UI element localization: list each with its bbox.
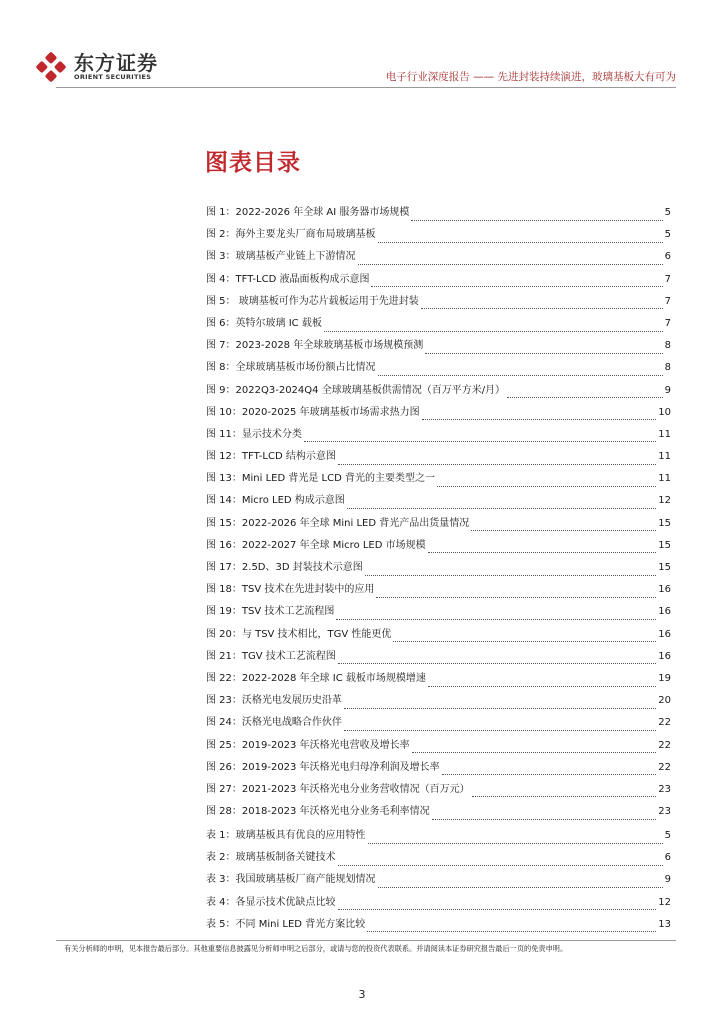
dot-leader	[376, 589, 656, 598]
figure-entry-page: 23	[658, 783, 671, 795]
dot-leader	[338, 655, 656, 664]
dot-leader	[432, 811, 657, 820]
figure-entry[interactable]	[206, 314, 671, 336]
figure-entry[interactable]	[206, 691, 671, 713]
dot-leader	[344, 722, 656, 731]
dot-leader	[336, 611, 656, 620]
dot-leader	[324, 323, 663, 332]
dot-leader	[338, 857, 663, 866]
figure-entry-page: 11	[658, 451, 671, 463]
figure-entry-page: 5	[664, 207, 671, 218]
dot-leader	[367, 923, 656, 932]
dot-leader	[507, 389, 663, 398]
figure-entry-label: 图 2：海外主要龙头厂商布局玻璃基板	[206, 229, 376, 241]
dot-leader	[442, 766, 657, 775]
logo-text	[74, 50, 158, 82]
figure-entry[interactable]	[206, 225, 671, 247]
dot-leader	[368, 835, 663, 844]
figure-entry-label: 图 23：沃格光电发展历史沿革	[206, 695, 342, 707]
figure-entry-label: 图 6：英特尔玻璃 IC 载板	[206, 317, 322, 329]
page-header	[0, 0, 724, 92]
figure-entry-label: 图 19：TSV 技术工艺流程图	[206, 606, 335, 618]
figure-toc-list	[206, 203, 671, 824]
figure-entry-label: 图 24：沃格光电战略合作伙伴	[206, 717, 342, 729]
figure-entry-page: 22	[658, 739, 671, 751]
figure-entry-label: 图 10：2020-2025 年玻璃基板市场需求热力图	[206, 406, 420, 418]
figure-entry-label: 图 21：TGV 技术工艺流程图	[206, 650, 336, 662]
figure-entry[interactable]	[206, 580, 671, 602]
dot-leader	[411, 212, 662, 221]
figure-entry-page: 7	[664, 295, 671, 307]
figure-entry[interactable]	[206, 558, 671, 580]
figure-entry-page: 20	[658, 695, 671, 707]
table-entry[interactable]	[206, 915, 671, 937]
figure-entry[interactable]	[206, 514, 671, 536]
figure-entry-page: 11	[658, 473, 671, 485]
figure-entry[interactable]	[206, 758, 671, 780]
table-entry-page: 12	[658, 896, 671, 908]
figure-entry-label: 图 11：显示技术分类	[206, 428, 302, 440]
figure-entry[interactable]	[206, 669, 671, 691]
figure-entry[interactable]	[206, 403, 671, 425]
figure-entry-page: 10	[658, 406, 671, 418]
dot-leader	[338, 456, 656, 465]
figure-entry-page: 19	[658, 672, 671, 684]
dot-leader	[421, 300, 663, 309]
figure-entry[interactable]	[206, 358, 671, 380]
figure-entry[interactable]	[206, 270, 671, 292]
table-entry-label: 表 4：各显示技术优缺点比较	[206, 896, 336, 908]
figure-entry-label: 图 9：2022Q3-2024Q4 全球玻璃基板供需情况（百万平方米/月）	[206, 384, 506, 396]
dot-leader	[344, 700, 656, 709]
figure-entry-label: 图 8：全球玻璃基板市场份额占比情况	[206, 362, 376, 374]
toc-heading: 图表目录	[205, 150, 301, 176]
dot-leader	[422, 411, 657, 420]
figure-entry-label: 图 26：2019-2023 年沃格光电归母净利润及增长率	[206, 761, 440, 773]
dot-leader	[393, 633, 656, 642]
figure-entry-page: 5	[664, 229, 671, 241]
figure-entry-label: 图 4：TFT-LCD 液晶面板构成示意图	[206, 273, 370, 285]
figure-entry-page: 16	[658, 628, 671, 640]
table-entry-label: 表 2：玻璃基板制备关键技术	[206, 852, 336, 864]
figure-entry-page: 11	[658, 428, 671, 440]
figure-entry[interactable]	[206, 425, 671, 447]
dot-leader	[425, 345, 662, 354]
figure-entry-label: 图 20：与 TSV 技术相比，TGV 性能更优	[206, 628, 392, 640]
dot-leader	[365, 567, 657, 576]
figure-entry[interactable]	[206, 381, 671, 403]
dot-leader	[428, 544, 657, 553]
figure-entry-page: 16	[658, 584, 671, 596]
figure-entry-label: 图 13：Mini LED 背光是 LCD 背光的主要类型之一	[206, 473, 435, 485]
figure-entry[interactable]	[206, 602, 671, 624]
figure-entry-page: 8	[664, 362, 671, 374]
footer-disclaimer: 有关分析师的申明，见本报告最后部分。其他重要信息披露见分析师申明之后部分，或请与您的投资代表联系。并请阅读本证券研究报告最后一页的免责申明。	[64, 944, 568, 953]
table-entry[interactable]	[206, 893, 671, 915]
figure-entry[interactable]	[206, 802, 671, 824]
page-number: 3	[358, 988, 366, 1001]
footer-divider	[56, 940, 676, 941]
figure-entry-label: 图 25：2019-2023 年沃格光电营收及增长率	[206, 739, 410, 751]
figure-entry-label: 图 17：2.5D、3D 封装技术示意图	[206, 562, 363, 573]
table-entry[interactable]	[206, 826, 671, 848]
table-entry-page: 13	[658, 918, 671, 930]
figure-entry[interactable]	[206, 203, 671, 225]
figure-entry-page: 7	[664, 317, 671, 329]
figure-entry-page: 6	[664, 251, 671, 263]
figure-entry-label: 图 28：2018-2023 年沃格光电分业务毛利率情况	[206, 806, 430, 818]
dot-leader	[437, 478, 656, 487]
dot-leader	[338, 901, 657, 910]
dot-leader	[378, 879, 663, 888]
table-entry-label: 表 1：玻璃基板具有优良的应用特性	[206, 830, 366, 841]
figure-entry[interactable]	[206, 536, 671, 558]
figure-entry-page: 16	[658, 606, 671, 618]
dot-leader	[347, 500, 657, 509]
figure-entry[interactable]	[206, 447, 671, 469]
dot-leader	[428, 678, 656, 687]
dot-leader	[378, 234, 663, 243]
figure-entry-page: 23	[658, 806, 671, 818]
figure-entry-label: 图 12：TFT-LCD 结构示意图	[206, 451, 336, 463]
table-entry-page: 9	[664, 874, 671, 886]
figure-entry[interactable]	[206, 247, 671, 269]
table-entry-page: 5	[664, 830, 671, 841]
dot-leader	[371, 278, 662, 287]
figure-entry-page: 22	[658, 761, 671, 773]
figure-entry-label: 图 27：2021-2023 年沃格光电分业务营收情况（百万元）	[206, 783, 470, 795]
figure-entry-page: 9	[664, 384, 671, 396]
table-entry-label: 表 3：我国玻璃基板厂商产能规划情况	[206, 874, 376, 886]
logo-text-en: ORIENT SECURITIES	[74, 72, 152, 81]
figure-entry-label: 图 22：2022-2028 年全球 IC 载板市场规模增速	[206, 672, 426, 684]
figure-entry-page: 15	[658, 562, 671, 573]
company-logo	[34, 50, 158, 84]
figure-entry[interactable]	[206, 292, 671, 314]
figure-entry[interactable]	[206, 336, 671, 358]
figure-entry[interactable]	[206, 647, 671, 669]
figure-entry[interactable]	[206, 713, 671, 735]
figure-entry-page: 7	[664, 273, 671, 285]
figure-entry-label: 图 16：2022-2027 年全球 Micro LED 市场规模	[206, 539, 426, 551]
figure-entry[interactable]	[206, 625, 671, 647]
table-toc-list	[206, 826, 671, 937]
table-entry-label: 表 5：不同 Mini LED 背光方案比较	[206, 918, 366, 930]
figure-entry[interactable]	[206, 780, 671, 802]
figure-entry-page: 15	[658, 517, 671, 529]
figure-entry-page: 12	[658, 495, 671, 507]
figure-entry-label: 图 14：Micro LED 构成示意图	[206, 495, 345, 507]
figure-entry-label: 图 5： 玻璃基板可作为芯片载板运用于先进封装	[206, 295, 419, 307]
header-divider	[56, 87, 676, 88]
dot-leader	[358, 256, 663, 265]
figure-entry[interactable]	[206, 491, 671, 513]
table-entry[interactable]	[206, 870, 671, 892]
figure-entry[interactable]	[206, 469, 671, 491]
logo-mark-icon	[34, 50, 68, 84]
report-title: 电子行业深度报告 —— 先进封装持续演进，玻璃基板大有可为	[385, 71, 676, 83]
dot-leader	[412, 744, 657, 753]
table-entry-page: 6	[664, 852, 671, 864]
dot-leader	[304, 433, 656, 442]
figure-entry-page: 8	[664, 340, 671, 352]
figure-entry-label: 图 15：2022-2026 年全球 Mini LED 背光产品出货量情况	[206, 517, 470, 529]
figure-entry-label: 图 3：玻璃基板产业链上下游情况	[206, 251, 356, 263]
dot-leader	[471, 522, 656, 531]
dot-leader	[378, 367, 663, 376]
figure-entry[interactable]	[206, 736, 671, 758]
figure-entry-page: 16	[658, 650, 671, 662]
dot-leader	[472, 788, 657, 797]
figure-entry-label: 图 18：TSV 技术在先进封装中的应用	[206, 584, 375, 596]
figure-entry-label: 图 1：2022-2026 年全球 AI 服务器市场规模	[206, 207, 410, 218]
figure-entry-page: 22	[658, 717, 671, 729]
figure-entry-page: 15	[658, 539, 671, 551]
table-entry[interactable]	[206, 848, 671, 870]
figure-entry-label: 图 7：2023-2028 年全球玻璃基板市场规模预测	[206, 340, 424, 352]
logo-text-cn: 东方证券	[74, 50, 158, 75]
